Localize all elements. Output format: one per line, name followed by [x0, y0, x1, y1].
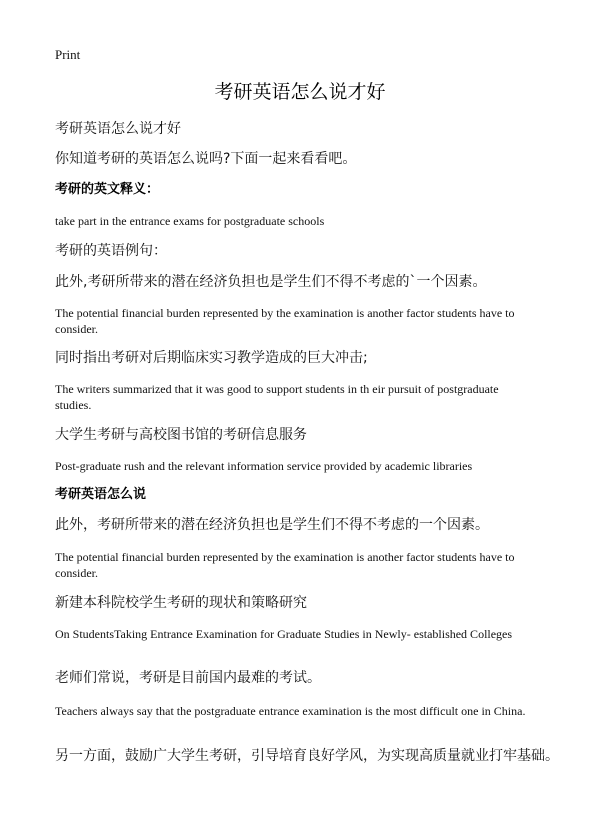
paragraph: The potential financial burden represented by the examination is another factor students have to consider.	[55, 550, 515, 580]
paragraph: Post-graduate rush and the relevant information service provided by academic libraries	[55, 459, 473, 473]
page-title: 考研英语怎么说才好	[214, 81, 386, 103]
paragraph: 另一方面，鼓励广大学生考研，引导培育良好学风，为实现高质量就业打牢基础。	[55, 748, 559, 764]
paragraph: 考研的英语例句：	[55, 243, 167, 259]
paragraph: take part in the entrance exams for postgraduate schools	[55, 214, 325, 228]
paragraph: 新建本科院校学生考研的现状和策略研究	[55, 595, 307, 611]
paragraph: 老师们常说，考研是目前国内最难的考试。	[55, 670, 321, 686]
paragraph: The writers summarized that it was good to support students in th eir pursuit of postgraduate studies.	[55, 382, 499, 412]
paragraph: 你知道考研的英语怎么说吗?下面一起来看看吧。	[55, 151, 357, 167]
paragraph: 此外，考研所带来的潜在经济负担也是学生们不得不考虑的一个因素。	[55, 517, 489, 533]
print-label[interactable]: Print	[55, 47, 81, 62]
paragraph: 考研英语怎么说才好	[55, 121, 181, 137]
paragraph: 此外,考研所带来的潜在经济负担也是学生们不得不考虑的`一个因素。	[55, 274, 487, 290]
section-heading: 考研的英文释义：	[55, 182, 160, 197]
section-heading: 考研英语怎么说	[55, 487, 147, 502]
paragraph: 同时指出考研对后期临床实习教学造成的巨大冲击;	[55, 350, 368, 366]
paragraph: The potential financial burden represented by the examination is another factor students have to consider.	[55, 306, 515, 336]
paragraph: On StudentsTaking Entrance Examination for Graduate Studies in Newly- established Colleges	[55, 627, 513, 641]
paragraph: 大学生考研与高校图书馆的考研信息服务	[55, 427, 307, 443]
paragraph: Teachers always say that the postgraduate entrance examination is the most difficult one in China.	[55, 704, 526, 718]
